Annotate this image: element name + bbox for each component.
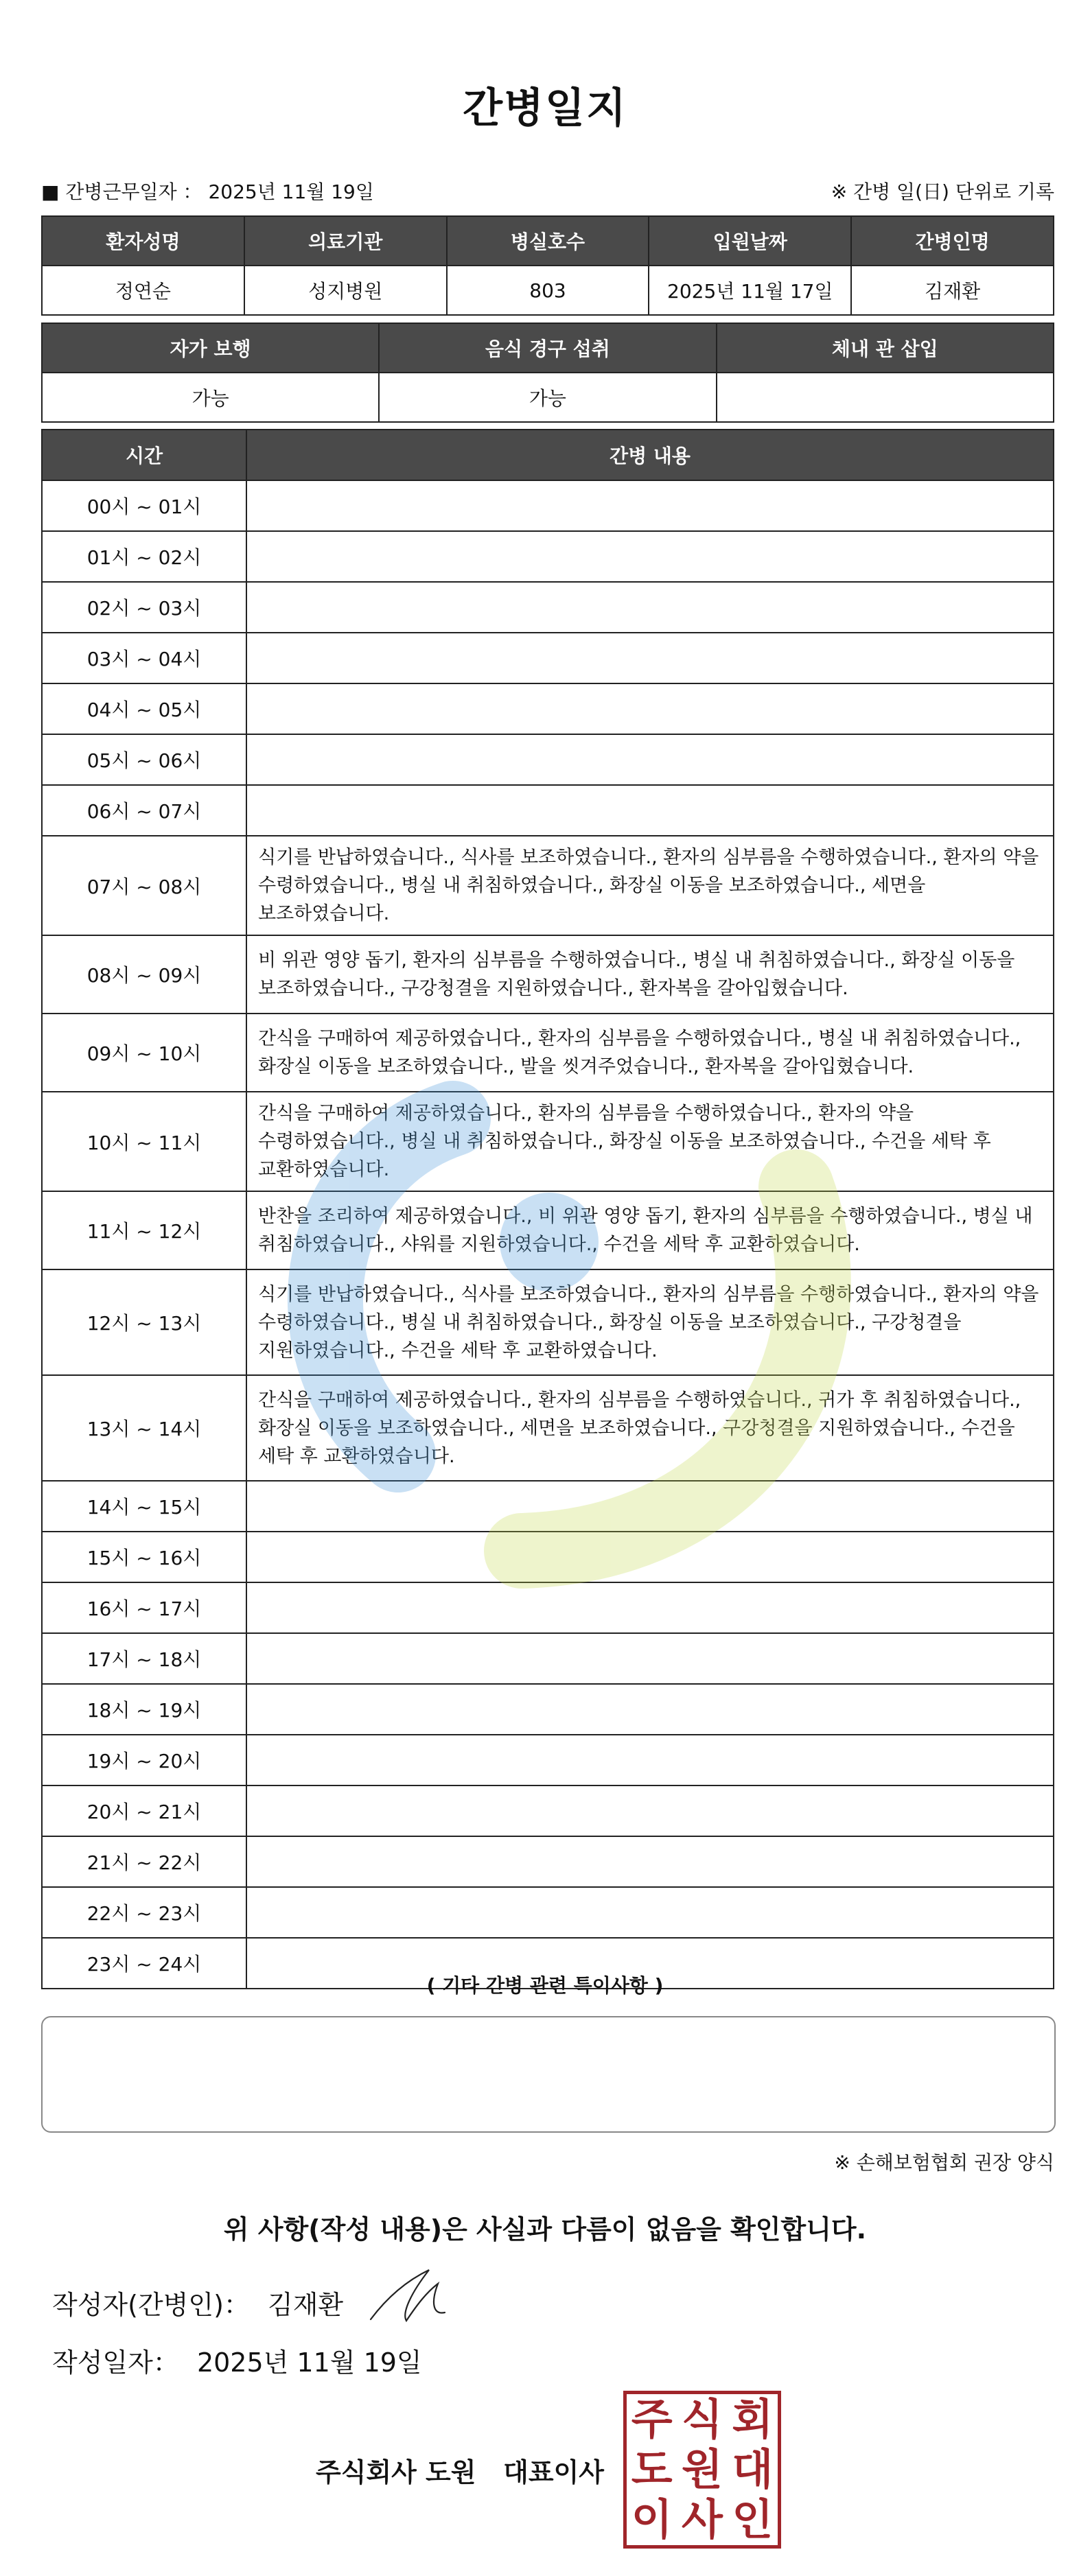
seal-char: 대: [732, 2444, 774, 2494]
room-number: 803: [447, 266, 649, 315]
log-content: [246, 480, 1054, 531]
company-seal: [623, 2391, 781, 2549]
log-content: [246, 1684, 1054, 1735]
writer-label: 작성자(간병인)：: [52, 2290, 250, 2320]
date-line: [52, 2341, 422, 2379]
notes-title: ( 기타 간병 관련 특이사항 ): [426, 1974, 664, 1997]
seal-char: 원: [682, 2444, 723, 2494]
log-row: [42, 1191, 1054, 1269]
log-row: [42, 1532, 1054, 1582]
signature: [364, 2264, 453, 2333]
recommend-note: ※ 손해보험협회 권장 양식: [834, 2151, 1054, 2174]
log-time: 12시 ~ 13시: [42, 1269, 246, 1375]
header-admission-date: 입원날짜: [649, 216, 851, 266]
header-self-walking: 자가 보행: [42, 323, 379, 373]
log-row: [42, 1684, 1054, 1735]
log-content: 비 위관 영양 돕기, 환자의 심부름을 수행하였습니다., 병실 내 취침하였습니다., 화장실 이동을 보조하였습니다., 구강청결을 지원하였습니다., 환자복을 갈아입혔습니다.: [246, 935, 1054, 1014]
log-row: [42, 582, 1054, 633]
log-time: 01시 ~ 02시: [42, 531, 246, 582]
header-care-content: 간병 내용: [246, 430, 1054, 480]
patient-info-value-row: [42, 266, 1054, 315]
log-content: [246, 1836, 1054, 1887]
log-content: [246, 785, 1054, 836]
admission-date: 2025년 11월 17일: [649, 266, 851, 315]
log-row: [42, 683, 1054, 734]
log-time: 11시 ~ 12시: [42, 1191, 246, 1269]
log-content: [246, 531, 1054, 582]
log-content: [246, 683, 1054, 734]
log-row: [42, 1633, 1054, 1684]
log-content: 식기를 반납하였습니다., 식사를 보조하였습니다., 환자의 심부름을 수행하였습니다., 환자의 약을 수령하였습니다., 병실 내 취침하였습니다., 화장실 이동을 보조하였습니다., 세면을 보조하였습니다.: [246, 836, 1054, 935]
log-content: 식기를 반납하였습니다., 식사를 보조하였습니다., 환자의 심부름을 수행하였습니다., 환자의 약을 수령하였습니다., 병실 내 취침하였습니다., 화장실 이동을 보조하였습니다., 구강청결을 지원하였습니다., 수건을 세탁 후 교환하였습니다.: [246, 1269, 1054, 1375]
log-content: [246, 1481, 1054, 1532]
log-content: [246, 1633, 1054, 1684]
log-row: [42, 836, 1054, 935]
header-hospital: 의료기관: [244, 216, 447, 266]
log-content: 간식을 구매하여 제공하였습니다., 환자의 심부름을 수행하였습니다., 환자의 약을 수령하였습니다., 병실 내 취침하였습니다., 화장실 이동을 보조하였습니다., 수건을 세탁 후 교환하였습니다.: [246, 1092, 1054, 1191]
log-time: 18시 ~ 19시: [42, 1684, 246, 1735]
seal-char: 식: [682, 2393, 723, 2444]
log-row: [42, 1481, 1054, 1532]
log-row: [42, 785, 1054, 836]
log-time: 03시 ~ 04시: [42, 633, 246, 683]
header-caregiver-name: 간병인명: [851, 216, 1054, 266]
log-row: [42, 734, 1054, 785]
log-row: [42, 1014, 1054, 1092]
log-row: [42, 531, 1054, 582]
log-row: [42, 1092, 1054, 1191]
care-log-table: [41, 429, 1054, 1989]
log-row: [42, 633, 1054, 683]
writer-line: [52, 2284, 343, 2321]
header-tube-insertion: 체내 관 삽입: [717, 323, 1054, 373]
date-label: 작성일자：: [52, 2347, 179, 2378]
work-date-label: ■ 간병근무일자 ： 2025년 11월 19일: [41, 180, 374, 203]
ability-table: [41, 323, 1054, 423]
ability-value-row: [42, 373, 1054, 422]
log-time: 16시 ~ 17시: [42, 1582, 246, 1633]
header-time: 시간: [42, 430, 246, 480]
confirmation-statement: 위 사항(작성 내용)은 사실과 다름이 없음을 확인합니다.: [223, 2214, 867, 2245]
seal-char: 도: [631, 2444, 673, 2494]
seal-char: 인: [732, 2494, 774, 2545]
log-content: 반찬을 조리하여 제공하였습니다., 비 위관 영양 돕기, 환자의 심부름을 수행하였습니다., 병실 내 취침하였습니다., 샤워를 지원하였습니다., 수건을 세탁 후 교환하였습니다.: [246, 1191, 1054, 1269]
seal-char: 이: [631, 2494, 673, 2545]
seal-char: 사: [682, 2494, 723, 2545]
log-time: 06시 ~ 07시: [42, 785, 246, 836]
tube-insertion: [717, 373, 1054, 422]
seal-char: 회: [732, 2393, 774, 2444]
log-time: 05시 ~ 06시: [42, 734, 246, 785]
log-row: [42, 1836, 1054, 1887]
log-time: 19시 ~ 20시: [42, 1735, 246, 1785]
patient-info-header-row: [42, 216, 1054, 266]
log-row: [42, 1269, 1054, 1375]
log-time: 04시 ~ 05시: [42, 683, 246, 734]
seal-char: 주: [631, 2393, 673, 2444]
unit-note: ※ 간병 일(日) 단위로 기록: [831, 180, 1054, 203]
log-time: 10시 ~ 11시: [42, 1092, 246, 1191]
log-time: 07시 ~ 08시: [42, 836, 246, 935]
log-time: 00시 ~ 01시: [42, 480, 246, 531]
log-time: 23시 ~ 24시: [42, 1938, 246, 1989]
log-content: [246, 1887, 1054, 1938]
header-oral-intake: 음식 경구 섭취: [379, 323, 716, 373]
company-representative: 주식회사 도원 대표이사: [316, 2457, 604, 2487]
caregiver-name: 김재환: [851, 266, 1054, 315]
self-walking: 가능: [42, 373, 379, 422]
date-value: 2025년 11월 19일: [196, 2347, 422, 2378]
log-time: 14시 ~ 15시: [42, 1481, 246, 1532]
log-row: [42, 1735, 1054, 1785]
log-row: [42, 1887, 1054, 1938]
log-row: [42, 1375, 1054, 1481]
log-content: [246, 734, 1054, 785]
log-content: [246, 1735, 1054, 1785]
header-room-number: 병실호수: [447, 216, 649, 266]
patient-name: 정연순: [42, 266, 244, 315]
ability-header-row: [42, 323, 1054, 373]
log-time: 17시 ~ 18시: [42, 1633, 246, 1684]
log-content: [246, 582, 1054, 633]
notes-box: [41, 2016, 1056, 2133]
log-time: 21시 ~ 22시: [42, 1836, 246, 1887]
log-content: 간식을 구매하여 제공하였습니다., 환자의 심부름을 수행하였습니다., 귀가 후 취침하였습니다., 화장실 이동을 보조하였습니다., 세면을 보조하였습니다., 구강청결을 지원하였습니다., 수건을 세탁 후 교환하였습니다.: [246, 1375, 1054, 1481]
log-time: 09시 ~ 10시: [42, 1014, 246, 1092]
log-content: [246, 1532, 1054, 1582]
patient-info-table: [41, 215, 1054, 316]
log-time: 22시 ~ 23시: [42, 1887, 246, 1938]
log-time: 20시 ~ 21시: [42, 1785, 246, 1836]
header-patient-name: 환자성명: [42, 216, 244, 266]
log-time: 08시 ~ 09시: [42, 935, 246, 1014]
log-row: [42, 1785, 1054, 1836]
log-row: [42, 935, 1054, 1014]
hospital: 성지병원: [244, 266, 447, 315]
log-time: 13시 ~ 14시: [42, 1375, 246, 1481]
log-content: [246, 1785, 1054, 1836]
log-row: [42, 1582, 1054, 1633]
log-row: [42, 480, 1054, 531]
log-body: [42, 480, 1054, 1989]
oral-intake: 가능: [379, 373, 716, 422]
log-content: [246, 633, 1054, 683]
log-content: 간식을 구매하여 제공하였습니다., 환자의 심부름을 수행하였습니다., 병실 내 취침하였습니다., 화장실 이동을 보조하였습니다., 발을 씻겨주었습니다., 환자복을 갈아입혔습니다.: [246, 1014, 1054, 1092]
log-header-row: [42, 430, 1054, 480]
writer-name: 김재환: [268, 2290, 344, 2320]
log-time: 15시 ~ 16시: [42, 1532, 246, 1582]
document-title: 간병일지: [463, 84, 627, 132]
log-content: [246, 1582, 1054, 1633]
log-time: 02시 ~ 03시: [42, 582, 246, 633]
